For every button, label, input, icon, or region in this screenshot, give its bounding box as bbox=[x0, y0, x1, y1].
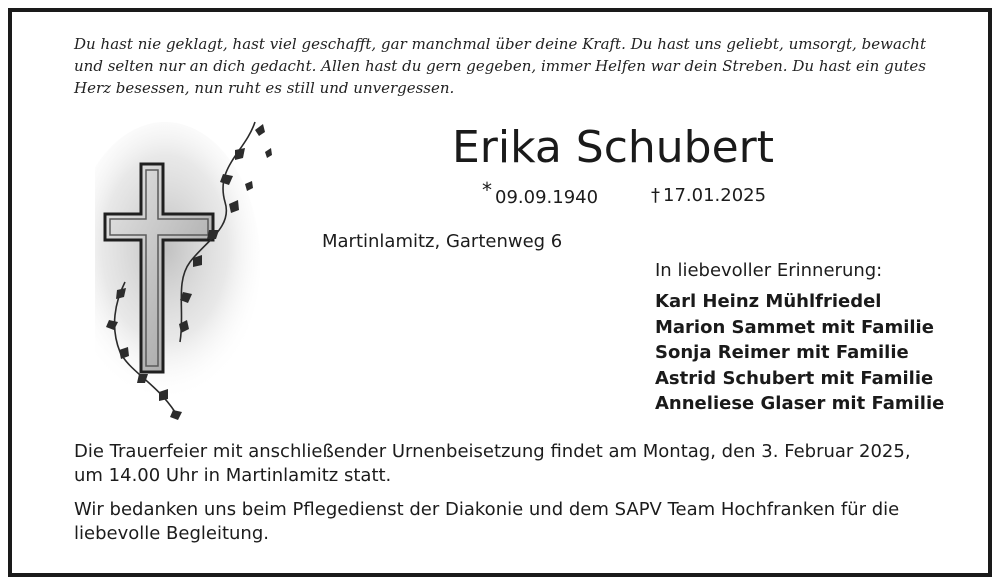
mourner-name: Marion Sammet mit Familie bbox=[655, 316, 934, 338]
cross-with-ivy-icon bbox=[95, 112, 275, 424]
mourner-name: Sonja Reimer mit Familie bbox=[655, 342, 909, 363]
mourner-name: Karl Heinz Mühlfriedel bbox=[655, 291, 882, 312]
funeral-notice: Die Trauerfeier mit anschließender Urnenbeisetzung findet am Montag, den 3. Februar 2025, um 14.00 Uhr in Martinlamitz statt. bbox=[74, 441, 911, 486]
mourners-list bbox=[655, 289, 944, 417]
mourner-name: Astrid Schubert mit Familie bbox=[655, 367, 934, 389]
birth-symbol: * bbox=[482, 178, 492, 202]
death-date-value: 17.01.2025 bbox=[663, 185, 767, 206]
mourners-label: In liebevoller Erinnerung: bbox=[655, 260, 883, 281]
birth-date bbox=[482, 178, 599, 210]
thanks-notice: Wir bedanken uns beim Pflegedienst der Diakonie und dem SAPV Team Hochfranken für die liebevolle Begleitung. bbox=[74, 499, 900, 544]
birth-date-value: 09.09.1940 bbox=[495, 187, 599, 208]
death-symbol: † bbox=[651, 185, 660, 206]
deceased-name: Erika Schubert bbox=[452, 122, 775, 173]
death-date bbox=[651, 184, 766, 208]
mourner-name: Anneliese Glaser mit Familie bbox=[655, 393, 945, 414]
memorial-poem: Du hast nie geklagt, hast viel geschafft, gar manchmal über deine Kraft. Du hast uns geliebt, umsorgt, bewacht und selten nur an dich gedacht. Allen hast du gern gegeben, immer Helfen war dein Streben. Du hast ein gutes Herz besessen, nun ruht es still und unvergessen. bbox=[74, 35, 926, 97]
address: Martinlamitz, Gartenweg 6 bbox=[322, 231, 563, 252]
